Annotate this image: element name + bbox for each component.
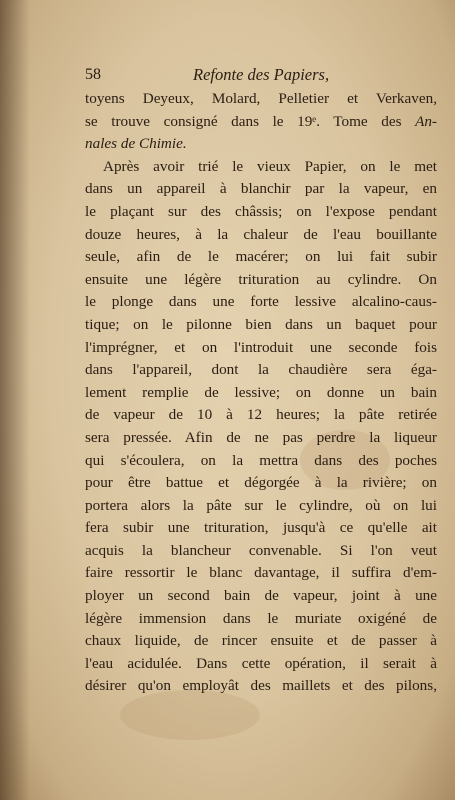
text-line-content: désirer qu'on employât des maillets et des pilons, xyxy=(85,677,437,695)
italic-text: nales de Chimie. xyxy=(85,135,187,153)
text-line-content: dans l'appareil, dont la chaudière sera éga- xyxy=(85,361,437,379)
text-line-content: le plaçant sur des châssis; on l'expose pendant xyxy=(85,202,437,220)
text-line-content: ensuite une légère trituration au cylindre. On xyxy=(85,270,437,288)
text-line-content: légère immension dans le muriate oxigéné de xyxy=(85,609,437,627)
binding-shadow xyxy=(0,0,30,800)
text-line xyxy=(85,404,437,427)
running-title: Refonte des Papiers, xyxy=(193,65,330,84)
text-line xyxy=(85,585,437,608)
text-line xyxy=(85,201,437,224)
text-line xyxy=(85,133,437,156)
text-line-content: lement remplie de lessive; on donne un bain xyxy=(85,383,437,401)
text-line-content: toyens Deyeux, Molard, Pelletier et Verkaven, xyxy=(85,90,437,107)
text-line xyxy=(85,382,437,405)
text-line xyxy=(85,427,437,450)
text-line-content: le plonge dans une forte lessive alcalino-caus- xyxy=(85,293,437,311)
text-line-content: seule, afin de le macérer; on lui fait subir xyxy=(85,248,437,266)
text-line xyxy=(85,630,437,653)
text-line xyxy=(85,450,437,473)
text-line-content: de vapeur de 10 à 12 heures; la pâte retirée xyxy=(85,406,437,424)
text-line xyxy=(85,246,437,269)
text-line-content: acquis la blancheur convenable. Si l'on veut xyxy=(85,541,437,559)
text-line xyxy=(85,156,437,179)
text-line xyxy=(85,562,437,585)
text-line-content: faire ressortir le blanc davantage, il suffira d'em- xyxy=(85,564,437,582)
text-line-content: ployer un second bain de vapeur, joint à une xyxy=(85,587,437,605)
text-line-content: chaux liquide, de rincer ensuite et de passer à xyxy=(85,632,437,650)
text-line-content: dans un appareil à blanchir par la vapeur, en xyxy=(85,180,437,198)
text-line-content: Après avoir trié le vieux Papier, on le met xyxy=(103,157,437,175)
text-line xyxy=(85,608,437,631)
text-line xyxy=(85,472,437,495)
text-line xyxy=(85,653,437,676)
page-text-block xyxy=(85,62,445,702)
text-line-content: douze heures, à la chaleur de l'eau bouillante xyxy=(85,225,437,243)
text-line-content: se trouve consigné dans le 19ᵉ. Tome des xyxy=(85,112,416,130)
text-line xyxy=(85,224,437,247)
text-line-content: sera pressée. Afin de ne pas perdre la liqueur xyxy=(85,428,437,446)
page-header xyxy=(85,62,445,88)
text-line xyxy=(85,495,437,518)
page-number: 58 xyxy=(85,66,101,83)
text-line-content: portera alors la pâte sur le cylindre, où on lui xyxy=(85,496,437,514)
text-line xyxy=(85,314,437,337)
text-line-content: qui s'écoulera, on la mettra dans des poches xyxy=(85,451,437,469)
text-line xyxy=(85,88,437,111)
text-line-content: l'imprégner, et on l'introduit une seconde fois xyxy=(85,338,437,356)
text-line xyxy=(85,540,437,563)
text-line-content: tique; on le pilonne bien dans un baquet pour xyxy=(85,315,437,333)
text-line xyxy=(85,337,437,360)
body-text xyxy=(85,88,445,698)
text-line-content: l'eau acidulée. Dans cette opération, il serait à xyxy=(85,654,437,672)
text-line xyxy=(85,111,437,134)
text-line xyxy=(85,517,437,540)
text-line xyxy=(85,269,437,292)
italic-text: An- xyxy=(415,112,437,130)
text-line-content: pour être battue et dégorgée à la rivière; on xyxy=(85,474,437,492)
text-line xyxy=(85,675,437,698)
text-line xyxy=(85,291,437,314)
text-line-content: fera subir une trituration, jusqu'à ce qu'elle ait xyxy=(85,519,437,537)
text-line xyxy=(85,359,437,382)
text-line xyxy=(85,178,437,201)
